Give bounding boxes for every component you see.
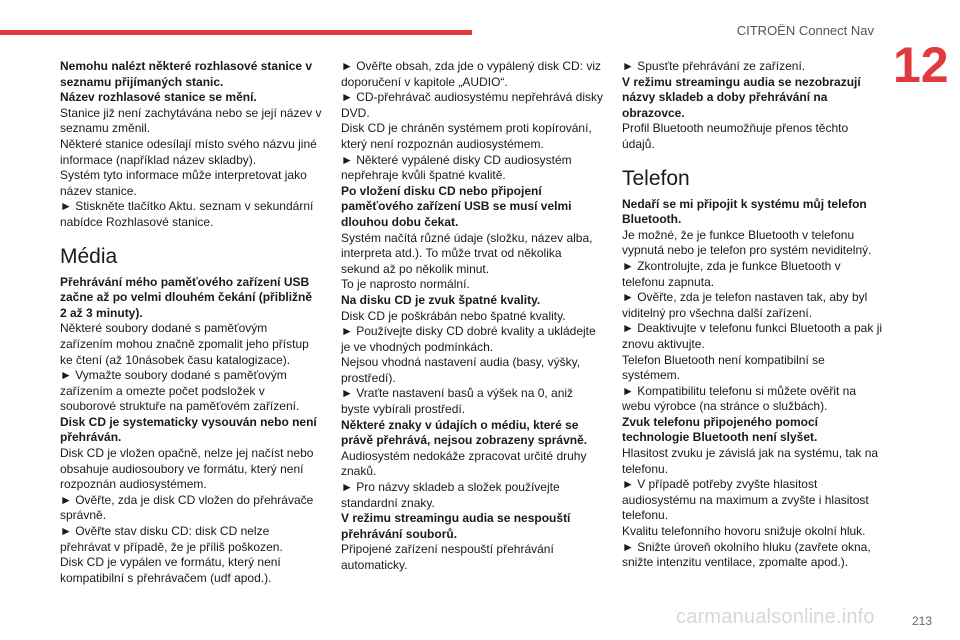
instruction: ► Stiskněte tlačítko Aktu. seznam v sekundární nabídce Rozhlasové stanice. <box>60 199 314 229</box>
question: Zvuk telefonu připojeného pomocí technologie Bluetooth není slyšet. <box>622 414 819 445</box>
paragraph: Připojené zařízení nespouští přehrávání automaticky. <box>341 542 554 572</box>
paragraph: Disk CD je vypálen ve formátu, který není kompatibilní s přehrávačem (udf apod.). <box>60 555 281 585</box>
paragraph: Je možné, že je funkce Bluetooth v telefonu vypnutá nebo je telefon pro systém neviditelný. <box>622 227 872 258</box>
question: V režimu streamingu audia se nezobrazují názvy skladeb a doby přehrávání na obrazovce. <box>622 74 861 120</box>
instruction: ► Kompatibilitu telefonu si můžete ověřit na webu výrobce (na stránce o službách). <box>622 383 856 414</box>
top-red-bar <box>0 30 472 35</box>
chapter-number: 12 <box>893 37 949 93</box>
paragraph: Profil Bluetooth neumožňuje přenos těchto údajů. <box>622 121 849 151</box>
paragraph: Některé soubory dodané s paměťovým zařízením mohou značně zpomalit jeho přístup ke čtení (až 10násobek času katalogizace). <box>60 321 309 367</box>
instruction: ► Zkontrolujte, zda je funkce Bluetooth v telefonu zapnuta. <box>622 258 841 289</box>
instruction: ► Některé vypálené disky CD audiosystém nepřehraje kvůli špatné kvalitě. <box>341 152 572 183</box>
paragraph: Systém načítá různé údaje (složku, název alba, interpreta atd.). To může trvat od několika sekund až po několik minut. <box>341 230 593 276</box>
instruction: ► Deaktivujte v telefonu funkci Bluetooth a pak ji znovu aktivujte. <box>622 321 883 351</box>
paragraph: Telefon Bluetooth není kompatibilní se systémem. <box>622 352 825 383</box>
question: Nedaří se mi připojit k systému můj telefon Bluetooth. <box>622 196 867 227</box>
paragraph: Audiosystém nedokáže zpracovat určité druhy znaků. <box>341 448 587 479</box>
page-number: 213 <box>911 614 932 628</box>
question: Název rozhlasové stanice se mění. <box>60 90 257 105</box>
section-title-media: Média <box>60 244 118 268</box>
instruction: ► Vymažte soubory dodané s paměťovým zařízením a omezte počet podsložek v souborové struktuře na paměťovém zařízení. <box>60 368 300 414</box>
paragraph: Stanice již není zachytávána nebo se její název v seznamu změnil. <box>60 105 322 136</box>
instruction: ► Ověřte, zda je disk CD vložen do přehrávače správně. <box>60 492 314 523</box>
column-2 <box>341 59 603 574</box>
question: Některé znaky v údajích o médiu, které se právě přehrává, nejsou zobrazeny správně. <box>341 417 588 448</box>
instruction: ► Ověřte stav disku CD: disk CD nelze přehrávat v případě, že je příliš poškozen. <box>60 524 283 554</box>
watermark: carmanualsonline.info <box>676 606 875 628</box>
page-header: CITROËN Connect Nav <box>736 23 874 38</box>
paragraph: Nejsou vhodná nastavení audia (basy, výšky, prostředí). <box>341 355 581 385</box>
paragraph: Systém tyto informace může interpretovat jako název stanice. <box>60 168 307 198</box>
instruction: ► V případě potřeby zvyšte hlasitost audiosystému na maximum a zvyšte i hlasitost telefonu. <box>622 477 869 523</box>
paragraph: Disk CD je poškrábán nebo špatné kvality. <box>341 308 566 323</box>
question: V režimu streamingu audia se nespouští přehrávání souborů. <box>341 511 571 541</box>
instruction: ► Používejte disky CD dobré kvality a ukládejte je ve vhodných podmínkách. <box>341 324 596 354</box>
paragraph: Disk CD je chráněn systémem proti kopírování, který není rozpoznán audiosystémem. <box>341 121 592 151</box>
question: Na disku CD je zvuk špatné kvality. <box>341 292 541 307</box>
paragraph: Některé stanice odesílají místo svého názvu jiné informace (například název skladby). <box>60 136 317 167</box>
question: Přehrávání mého paměťového zařízení USB začne až po velmi dlouhém čekání (přibližně 2 až 3 minuty). <box>60 274 313 320</box>
instruction: ► Spusťte přehrávání ze zařízení. <box>622 59 806 73</box>
paragraph: Disk CD je vložen opačně, nelze jej načíst nebo obsahuje audiosoubory ve formátu, který není rozpoznán audiosystémem. <box>60 446 314 492</box>
instruction: ► CD-přehrávač audiosystému nepřehrává disky DVD. <box>341 90 603 120</box>
column-3 <box>622 59 884 571</box>
paragraph: Kvalitu telefonního hovoru snižuje okolní hluk. <box>622 524 866 539</box>
instruction: ► Snižte úroveň okolního hluku (zavřete okna, snižte intenzitu ventilace, zpomalte apod.). <box>622 539 871 570</box>
instruction: ► Ověřte obsah, zda jde o vypálený disk CD: viz doporučení v kapitole „AUDIO“. <box>341 59 601 89</box>
instruction: ► Pro názvy skladeb a složek používejte standardní znaky. <box>341 480 560 510</box>
paragraph: To je naprosto normální. <box>341 277 470 292</box>
column-1 <box>60 59 322 586</box>
question: Po vložení disku CD nebo připojení paměťového zařízení USB se musí velmi dlouhou dobu čekat. <box>341 183 572 229</box>
question: Disk CD je systematicky vysouván nebo není přehráván. <box>60 414 317 445</box>
instruction: ► Vraťte nastavení basů a výšek na 0, aniž byste vybírali prostředí. <box>341 386 574 417</box>
section-title-telefon: Telefon <box>622 166 690 190</box>
instruction: ► Ověřte, zda je telefon nastaven tak, aby byl viditelný pro všechna další zařízení. <box>622 290 868 320</box>
paragraph: Hlasitost zvuku je závislá jak na systému, tak na telefonu. <box>622 446 879 476</box>
question: Nemohu nalézt některé rozhlasové stanice v seznamu přijímaných stanic. <box>60 59 313 89</box>
